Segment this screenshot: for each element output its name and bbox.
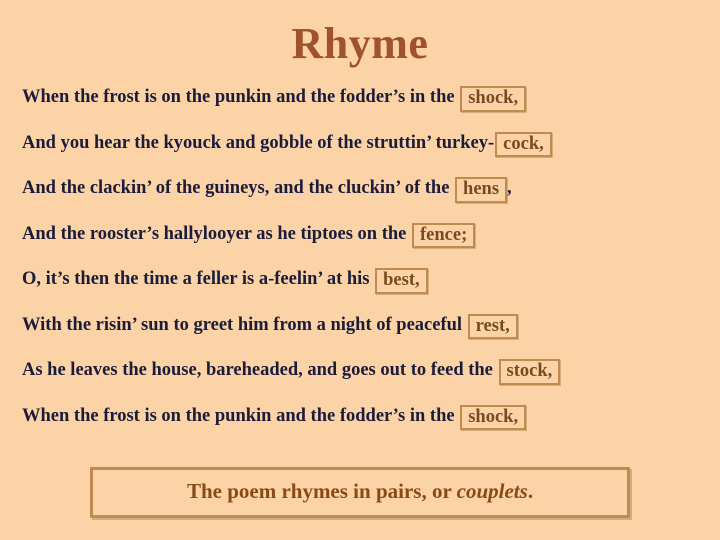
rhyme-highlight: best, (375, 268, 428, 294)
poem-line (22, 176, 696, 202)
line-text: When the frost is on the punkin and the fodder’s in the (22, 87, 460, 107)
footer-callout (0, 467, 720, 518)
line-text: And the clackin’ of the guineys, and the cluckin’ of the (22, 178, 455, 198)
line-text: When the frost is on the punkin and the fodder’s in the (22, 405, 460, 426)
poem-body (0, 85, 720, 429)
rhyme-highlight: rest, (468, 314, 518, 340)
poem-line (22, 358, 696, 384)
rhyme-highlight: stock, (499, 359, 561, 385)
poem-line (22, 131, 696, 157)
line-text: As he leaves the house, bareheaded, and goes out to feed the (22, 360, 498, 380)
page-title: Rhyme (291, 19, 429, 68)
line-text: And the rooster’s hallylooyer as he tiptoes on the (22, 223, 411, 244)
rhyme-highlight: hens (455, 177, 507, 203)
footer-text-before: The poem rhymes in pairs, or (186, 479, 457, 503)
line-text: And you hear the kyouck and gobble of the struttin’ turkey- (22, 132, 495, 153)
footer-box (90, 467, 630, 518)
footer-text-after: . (527, 479, 534, 503)
footer-text (187, 479, 533, 503)
rhyme-highlight: fence; (412, 223, 475, 249)
line-text: With the risin’ sun to greet him from a night of peaceful (22, 314, 467, 335)
line-text: O, it’s then the time a feller is a-feelin’ at his (22, 269, 375, 289)
rhyme-highlight: shock, (460, 405, 526, 431)
poem-line (22, 85, 696, 111)
poem-line (22, 222, 696, 248)
poem-line (22, 267, 696, 293)
footer-emphasis: couplets (456, 479, 528, 503)
poem-line (22, 404, 696, 430)
rhyme-highlight: shock, (460, 86, 526, 112)
line-tail: , (507, 178, 512, 198)
rhyme-highlight: cock, (495, 132, 552, 158)
poem-line (22, 313, 696, 339)
